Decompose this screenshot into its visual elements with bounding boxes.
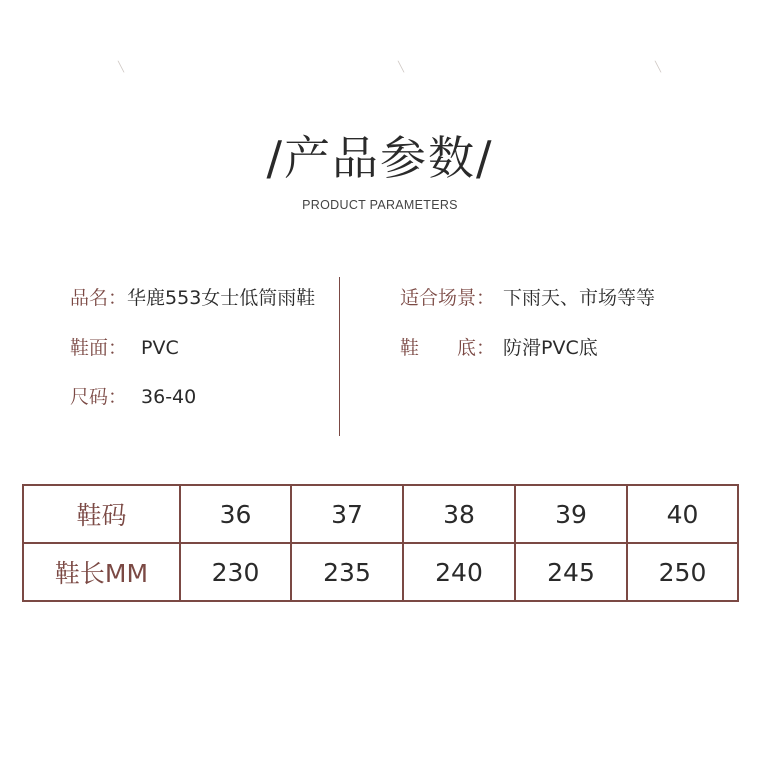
table-cell: 36 xyxy=(180,485,291,543)
decor-mark-3: ╲ xyxy=(655,62,662,73)
param-value: 下雨天、市场等等 xyxy=(503,287,656,309)
param-label: 尺码： xyxy=(70,386,128,408)
param-value: 华鹿553女士低筒雨鞋 xyxy=(127,287,316,309)
page-subtitle: PRODUCT PARAMETERS xyxy=(302,198,458,212)
param-name xyxy=(70,286,315,310)
size-table xyxy=(22,484,739,602)
table-cell: 235 xyxy=(291,543,403,601)
param-label: 鞋面： xyxy=(70,337,128,359)
param-label: 品名： xyxy=(70,287,128,309)
table-cell: 37 xyxy=(291,485,403,543)
params-divider xyxy=(339,277,340,436)
param-sole xyxy=(400,336,598,360)
table-cell: 240 xyxy=(403,543,515,601)
param-upper xyxy=(70,336,179,360)
title-block xyxy=(0,128,760,212)
product-params xyxy=(0,276,760,436)
table-cell: 40 xyxy=(627,485,738,543)
param-scene xyxy=(400,286,655,310)
table-cell: 230 xyxy=(180,543,291,601)
table-row-length xyxy=(23,543,738,601)
table-cell: 245 xyxy=(515,543,627,601)
param-label: 适合场景： xyxy=(400,287,496,309)
param-size xyxy=(70,385,196,409)
param-value: PVC xyxy=(141,337,179,359)
decor-mark-2: ╲ xyxy=(398,62,405,73)
param-label: 鞋 底： xyxy=(400,337,496,359)
table-cell: 250 xyxy=(627,543,738,601)
param-value: 防滑PVC底 xyxy=(503,337,598,359)
table-row-size xyxy=(23,485,738,543)
param-value: 36-40 xyxy=(141,386,197,408)
row-header: 鞋码 xyxy=(23,485,180,543)
table-cell: 39 xyxy=(515,485,627,543)
decor-mark-1: ╲ xyxy=(118,62,125,73)
row-header: 鞋长MM xyxy=(23,543,180,601)
page-title: /产品参数/ xyxy=(266,131,494,185)
table-cell: 38 xyxy=(403,485,515,543)
